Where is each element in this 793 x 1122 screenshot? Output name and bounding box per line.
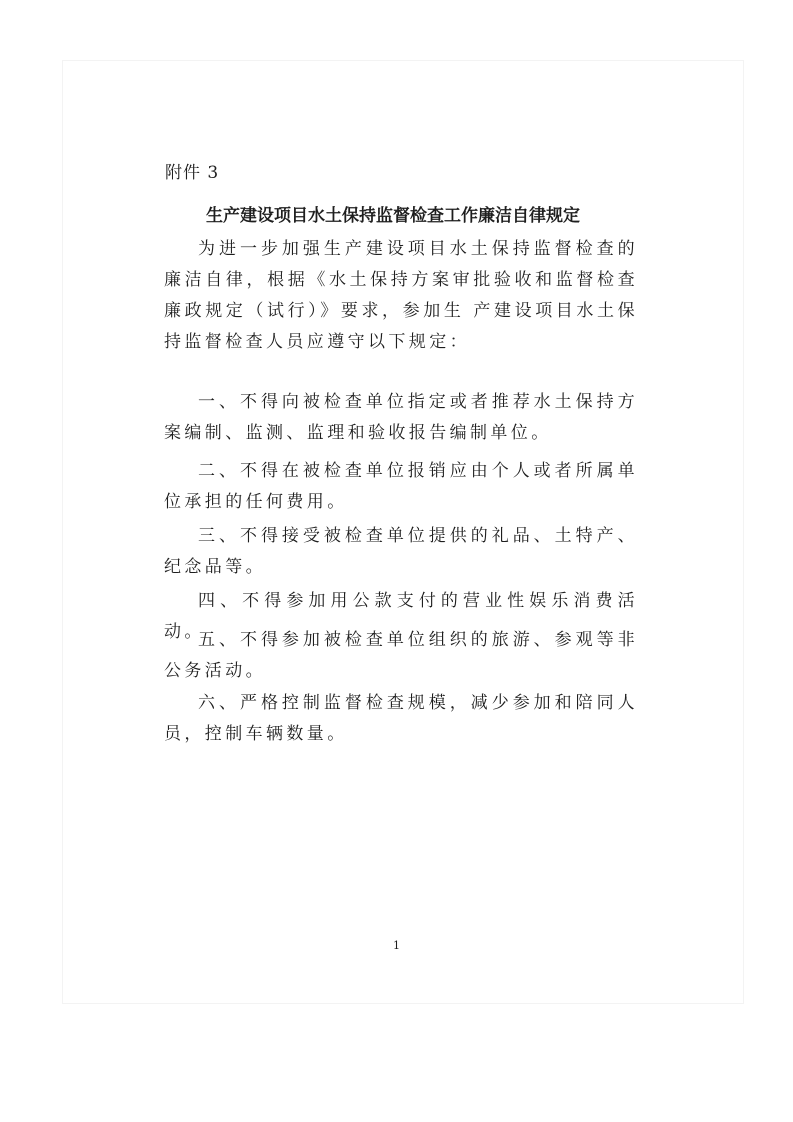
document-title: 生产建设项目水土保持监督检查工作廉洁自律规定 — [206, 206, 580, 226]
intro-paragraph-block — [164, 234, 638, 358]
rule-paragraph-1: 一、不得向被检查单位指定或者推荐水土保持方案编制、监测、监理和验收报告编制单位。 — [164, 392, 638, 443]
rule-paragraph-6: 六、严格控制监督检查规模，减少参加和陪同人员，控制车辆数量。 — [164, 693, 638, 744]
rule-paragraph-2: 二、不得在被检查单位报销应由个人或者所属单位承担的任何费用。 — [164, 461, 638, 512]
attachment-label: 附件 3 — [165, 163, 220, 183]
rule-paragraph-5: 五、不得参加被检查单位组织的旅游、参观等非公务活动。 — [164, 630, 638, 681]
rule-block-5 — [164, 625, 638, 687]
rule-block-2 — [164, 456, 638, 518]
rule-paragraph-4: 四、不得参加用公款支付的营业性娱乐消费活动。 — [164, 591, 638, 642]
rule-block-1 — [164, 387, 638, 449]
page-number: 1 — [393, 939, 400, 952]
rule-block-3 — [164, 521, 638, 583]
rule-block-6 — [164, 688, 638, 750]
rule-paragraph-3: 三、不得接受被检查单位提供的礼品、土特产、纪念品等。 — [164, 526, 638, 577]
intro-paragraph: 为进一步加强生产建设项目水土保持监督检查的廉洁自律，根据《水土保持方案审批验收和监督检查廉政规定（试行）》要求，参加生 产建设项目水土保持监督检查人员应遵守以下规定： — [164, 239, 638, 352]
